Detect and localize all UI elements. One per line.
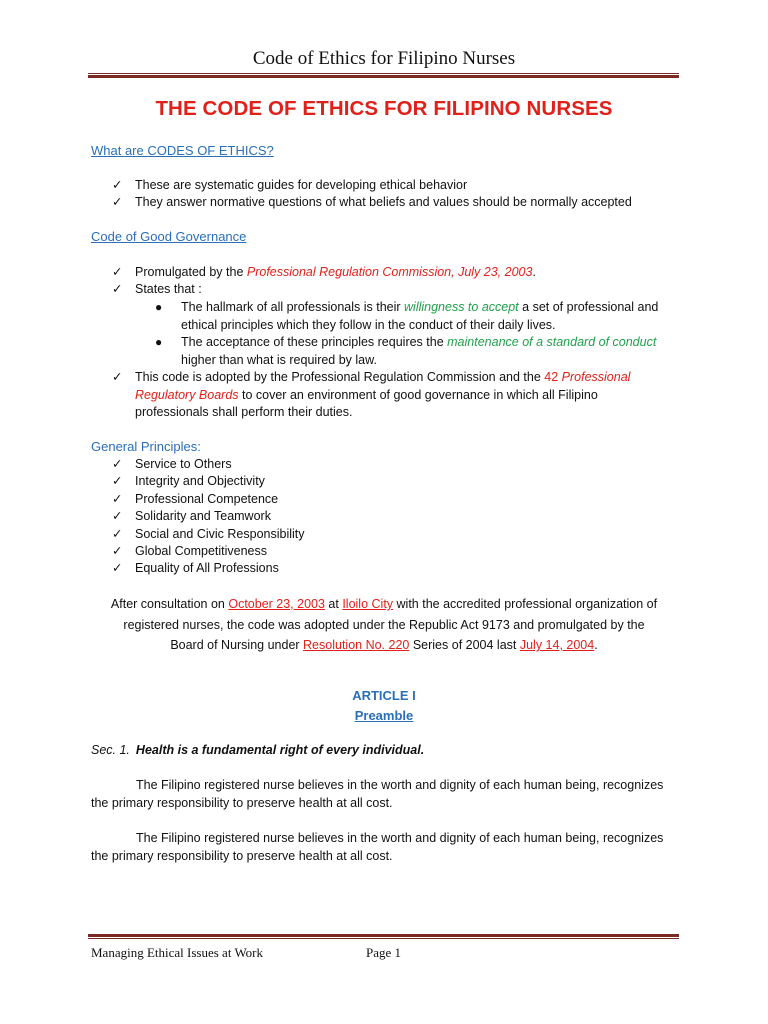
checkmark-icon: ✓ (112, 178, 123, 192)
checkmark-icon: ✓ (112, 370, 123, 384)
section-heading (91, 743, 424, 757)
page-number: Page 1 (366, 945, 402, 960)
checkmark-icon: ✓ (112, 474, 123, 488)
bullet-icon: ● (155, 300, 163, 314)
footer-title: Managing Ethical Issues at Work (91, 945, 264, 960)
emphasis-text: maintenance of a standard of conduct (447, 335, 657, 349)
checkmark-icon: ✓ (112, 561, 123, 575)
good-governance-heading: Code of Good Governance (91, 229, 247, 244)
article-label: ARTICLE I (352, 688, 416, 703)
preamble-paragraph: The Filipino registered nurse believes in the worth and dignity of each human being, recognizes the primary responsibility to preserve health at all cost. (91, 778, 664, 810)
preamble-paragraph: The Filipino registered nurse believes in the worth and dignity of each human being, recognizes the primary responsibility to preserve health at all cost. (91, 831, 664, 863)
section-number: Sec. 1. (91, 743, 130, 757)
checkmark-icon: ✓ (112, 195, 123, 209)
document-title: THE CODE OF ETHICS FOR FILIPINO NURSES (155, 97, 613, 120)
bullet-icon: ● (155, 335, 163, 349)
checkmark-icon: ✓ (112, 544, 123, 558)
checkmark-icon: ✓ (112, 282, 123, 296)
emphasis-text: willingness to accept (404, 300, 519, 314)
checkmark-icon: ✓ (112, 265, 123, 279)
date-link: October 23, 2003 (228, 597, 325, 611)
running-header: Code of Ethics for Filipino Nurses (252, 48, 516, 69)
consultation-paragraph: After consultation on October 23, 2003 at Iloilo City with the accredited professional organization of registered nurses, the code was adopted under the Republic Act 9173 and promulgated by the Board of Nursing under Resolution No. 220 Series of 2004 last July 14, 2004. (110, 597, 658, 652)
checkmark-icon: ✓ (112, 457, 123, 471)
codes-of-ethics-heading: What are CODES OF ETHICS? (91, 143, 274, 158)
prc-reference: Professional Regulation Commission, July 23, 2003 (246, 265, 533, 279)
section-title: Health is a fundamental right of every individual. (135, 743, 425, 757)
checkmark-icon: ✓ (112, 509, 123, 523)
checkmark-icon: ✓ (112, 527, 123, 541)
preamble-label: Preamble (354, 708, 414, 723)
document-page: Code of Ethics for Filipino Nurses THE CODE OF ETHICS FOR FILIPINO NURSES What are CODES OF ETHICS? ✓ These are systematic guides for developing ethical behavior ✓ They answer normative questions of what beliefs and values should be normally accepted Code of Good Governance ✓ Promulgated by the Professional Regulation Commission, July 23, 2003. ✓ States that : ● The hallmark of all professionals is their willingness to accept a set of professional and ethical principles which they follow in the conduct of their daily lives. ● The acceptance of these principles requires the maintenance of a standard of conduct higher than what is required by law. ✓ This code is adopted by the Professional Regulation Commission and the 42 Professional Regulatory Boards to cover an environment of good governance in which all Filipino professionals shall perform their duties. General Principles: ✓ Service to Others ✓ Integrity and Objectivity ✓ Professional Competence ✓ Solidarity and Teamwork ✓ Social and Civic Responsibility ✓ Global Competitiveness ✓ Equality of All Professions After consultation on October 23, 2003 at Iloilo City with the accredited professional organization of registered nurses, the code was adopted under the Republic Act 9173 and promulgated by the Board of Nursing under Resolution No. 220 Series of 2004 last July 14, 2004. ARTICLE I Preamble Sec. 1. Health is a fundamental right of every individual. The Filipino registered nurse believes in the worth and dignity of each human being, recognizes the primary responsibility to preserve health at all cost. The Filipino registered nurse believes in the worth and dignity of each human being, recognizes the primary responsibility to preserve health at all cost. Managing Ethical Issues at Work Page 1 (0, 0, 768, 1024)
header-rule (88, 73, 679, 78)
resolution-link: Resolution No. 220 (303, 638, 410, 652)
general-principles-heading: General Principles: (91, 439, 201, 454)
date-link: July 14, 2004 (519, 638, 595, 652)
footer-rule (88, 934, 679, 939)
checkmark-icon: ✓ (112, 492, 123, 506)
city-link: Iloilo City (342, 597, 394, 611)
